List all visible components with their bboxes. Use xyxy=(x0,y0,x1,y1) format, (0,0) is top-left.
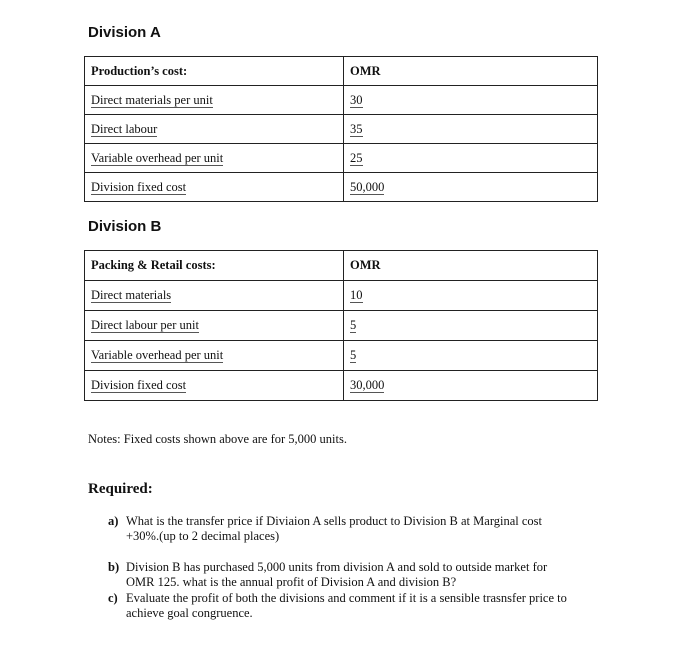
row-value: 5 xyxy=(344,341,598,371)
question-text: Evaluate the profit of both the divisions and comment if it is a sensible trasnsfer price to xyxy=(126,591,567,605)
row-value: 30 xyxy=(344,86,598,115)
question-text: Division B has purchased 5,000 units from division A and sold to outside market for xyxy=(126,560,548,574)
table-row xyxy=(85,371,598,401)
row-value: 30,000 xyxy=(344,371,598,401)
division-a-title: Division A xyxy=(88,24,161,41)
table-row xyxy=(85,341,598,371)
notes-text: Notes: Fixed costs shown above are for 5,000 units. xyxy=(88,432,347,446)
header-cell: Packing & Retail costs: xyxy=(85,251,344,281)
question-text-cont: achieve goal congruence. xyxy=(126,606,253,620)
header-cell: OMR xyxy=(344,251,598,281)
row-label: Direct labour per unit xyxy=(85,311,344,341)
question-label: a) xyxy=(108,514,119,528)
division-b-title: Division B xyxy=(88,218,162,235)
table-row xyxy=(85,281,598,311)
question-text-cont: OMR 125. what is the annual profit of Division A and division B? xyxy=(126,575,457,589)
required-heading: Required: xyxy=(88,481,153,497)
row-label: Division fixed cost xyxy=(85,371,344,401)
table-header-row xyxy=(85,57,598,86)
question-label: b) xyxy=(108,560,120,574)
row-label: Direct materials per unit xyxy=(85,86,344,115)
row-value: 25 xyxy=(344,144,598,173)
row-value: 35 xyxy=(344,115,598,144)
table-row xyxy=(85,311,598,341)
header-cell: Production’s cost: xyxy=(85,57,344,86)
table-row xyxy=(85,86,598,115)
division-a-table xyxy=(84,56,598,202)
question-text: What is the transfer price if Diviaion A sells product to Division B at Marginal cost xyxy=(126,514,543,528)
row-value: 10 xyxy=(344,281,598,311)
table-row xyxy=(85,173,598,202)
table-row xyxy=(85,144,598,173)
row-label: Variable overhead per unit xyxy=(85,341,344,371)
table-row xyxy=(85,115,598,144)
table-header-row xyxy=(85,251,598,281)
division-b-table xyxy=(84,250,598,401)
question-text-cont: +30%.(up to 2 decimal places) xyxy=(126,529,280,543)
row-label: Division fixed cost xyxy=(85,173,344,202)
question-label: c) xyxy=(108,591,118,605)
row-value: 50,000 xyxy=(344,173,598,202)
header-cell: OMR xyxy=(344,57,598,86)
row-label: Direct labour xyxy=(85,115,344,144)
row-label: Direct materials xyxy=(85,281,344,311)
row-value: 5 xyxy=(344,311,598,341)
row-label: Variable overhead per unit xyxy=(85,144,344,173)
